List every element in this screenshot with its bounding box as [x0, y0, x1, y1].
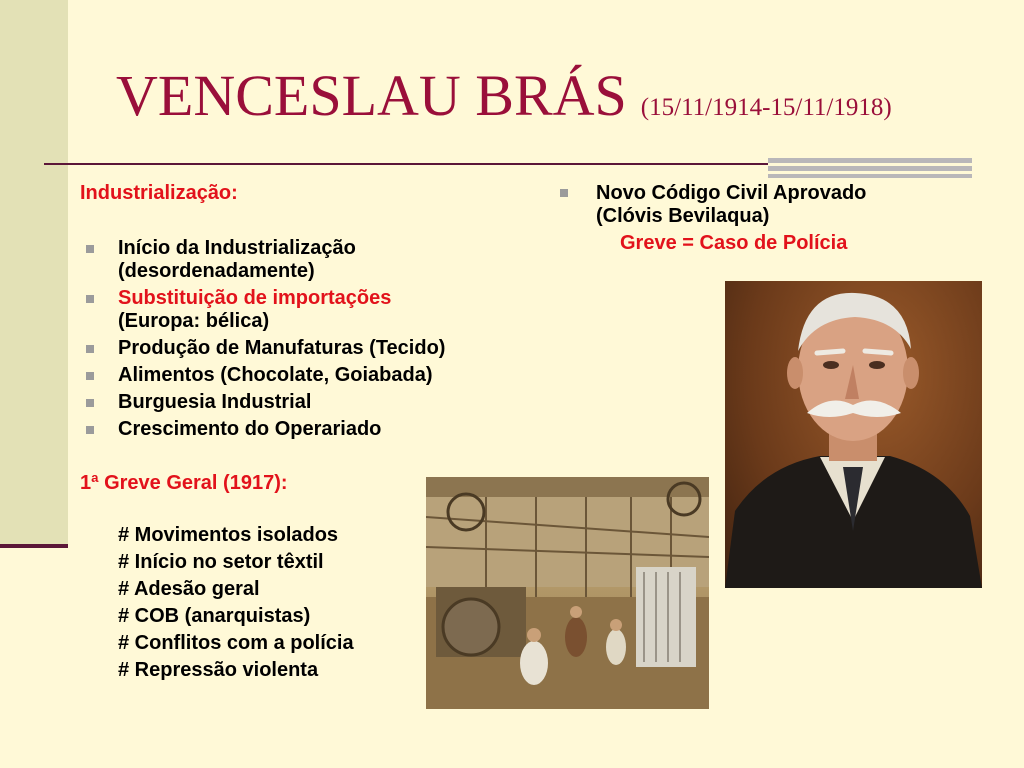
list-item [80, 337, 445, 360]
list-item [558, 182, 866, 228]
strike-list [118, 524, 354, 686]
left-band-rule [0, 544, 68, 548]
slide-title [116, 62, 892, 129]
industrialization-list [80, 237, 445, 445]
factory-illustration [426, 477, 709, 709]
civil-code-line2: (Clóvis Bevilaqua) [596, 205, 770, 227]
strike-item: # Início no setor têxtil [118, 551, 324, 573]
list-item-line1: Burguesia Industrial [118, 391, 312, 413]
list-item [80, 391, 445, 414]
list-item-line2: (desordenadamente) [118, 260, 315, 282]
portrait-photo [725, 281, 982, 588]
list-item-line1: Início da Industrialização [118, 237, 356, 259]
square-bullet-icon [560, 189, 568, 197]
title-divider [44, 163, 768, 165]
list-item [80, 364, 445, 387]
square-bullet-icon [86, 295, 94, 303]
strike-item: # Conflitos com a polícia [118, 632, 354, 654]
strike-item: # Movimentos isolados [118, 524, 339, 546]
square-bullet-icon [86, 399, 94, 407]
list-item-line1: Substituição de importações [118, 287, 392, 309]
industrialization-heading: Industrialização: [80, 182, 238, 204]
list-item [80, 418, 445, 441]
left-decorative-band [0, 0, 68, 548]
square-bullet-icon [86, 345, 94, 353]
general-strike-heading: 1ª Greve Geral (1917): [80, 472, 288, 494]
list-item-line1: Alimentos (Chocolate, Goiabada) [118, 364, 433, 386]
list-item-line1: Crescimento do Operariado [118, 418, 382, 440]
square-bullet-icon [86, 426, 94, 434]
decorative-bars [768, 158, 972, 178]
square-bullet-icon [86, 372, 94, 380]
list-item [80, 287, 445, 333]
textile-factory-drawing [426, 477, 709, 709]
civil-code-line1: Novo Código Civil Aprovado [596, 182, 867, 204]
square-bullet-icon [86, 245, 94, 253]
list-item-line1: Produção de Manufaturas (Tecido) [118, 337, 446, 359]
portrait-illustration [725, 281, 982, 588]
title-dates: (15/11/1914-15/11/1918) [640, 94, 892, 121]
strike-item: # Repressão violenta [118, 659, 319, 681]
strike-item: # Adesão geral [118, 578, 260, 600]
list-item-line2: (Europa: bélica) [118, 310, 270, 332]
strike-police-note: Greve = Caso de Polícia [620, 232, 848, 254]
strike-item: # COB (anarquistas) [118, 605, 311, 627]
civil-code-block [558, 182, 866, 228]
title-name: VENCESLAU BRÁS [116, 63, 627, 128]
list-item [80, 237, 445, 283]
